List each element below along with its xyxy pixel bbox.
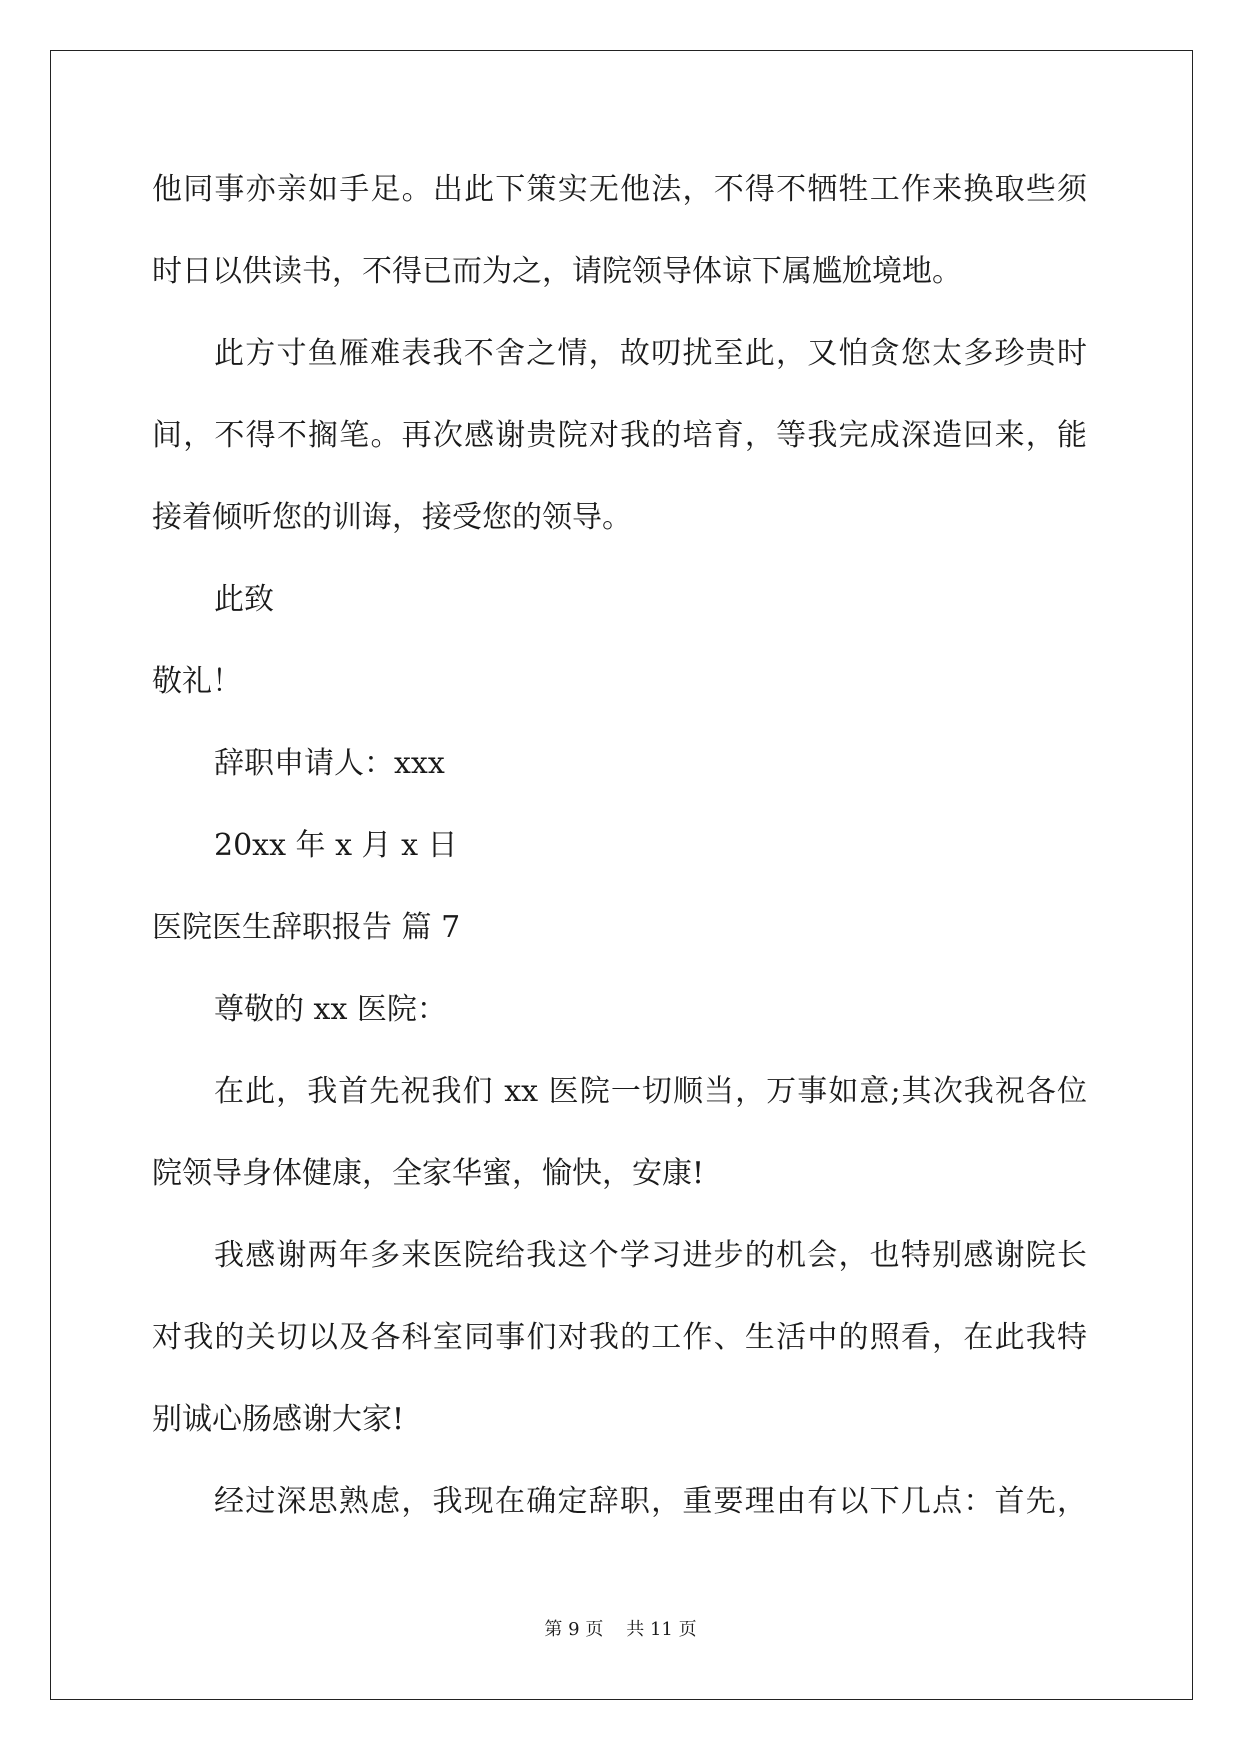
text-line: 时日以供读书，不得已而为之，请院领导体谅下属尴尬境地。 xyxy=(152,254,962,289)
text-line: 别诚心肠感谢大家! xyxy=(152,1402,405,1437)
page-footer xyxy=(0,1615,1241,1641)
section-title: 医院医生辞职报告 篇 7 xyxy=(152,910,461,945)
signature-line: 辞职申请人：xxx xyxy=(214,746,445,781)
text-line: 经过深思熟虑，我现在确定辞职，重要理由有以下几点：首先， xyxy=(214,1484,1087,1519)
text-line: 在此，我首先祝我们 xx 医院一切顺当，万事如意;其次我祝各位 xyxy=(214,1074,1087,1109)
text-line: 他同事亦亲如手足。出此下策实无他法，不得不牺牲工作来换取些须 xyxy=(152,172,1087,207)
closing-regards: 敬礼！ xyxy=(152,664,242,699)
text-line: 院领导身体健康，全家华蜜，愉快，安康! xyxy=(152,1156,705,1191)
text-line: 间，不得不搁笔。再次感谢贵院对我的培育，等我完成深造回来，能 xyxy=(152,418,1087,453)
closing-salutation: 此致 xyxy=(214,582,274,617)
text-line: 接着倾听您的训诲，接受您的领导。 xyxy=(152,500,632,535)
page-number: 第 9 页 xyxy=(544,1619,604,1640)
text-line: 我感谢两年多来医院给我这个学习进步的机会，也特别感谢院长 xyxy=(214,1238,1087,1273)
text-line: 此方寸鱼雁难表我不舍之情，故叨扰至此，又怕贪您太多珍贵时 xyxy=(214,336,1087,371)
date-line: 20xx 年 x 月 x 日 xyxy=(214,828,458,863)
page-total: 共 11 页 xyxy=(626,1619,697,1640)
greeting-line: 尊敬的 xx 医院： xyxy=(214,992,447,1027)
text-line: 对我的关切以及各科室同事们对我的工作、生活中的照看，在此我特 xyxy=(152,1320,1087,1355)
page-frame xyxy=(50,50,1193,1700)
